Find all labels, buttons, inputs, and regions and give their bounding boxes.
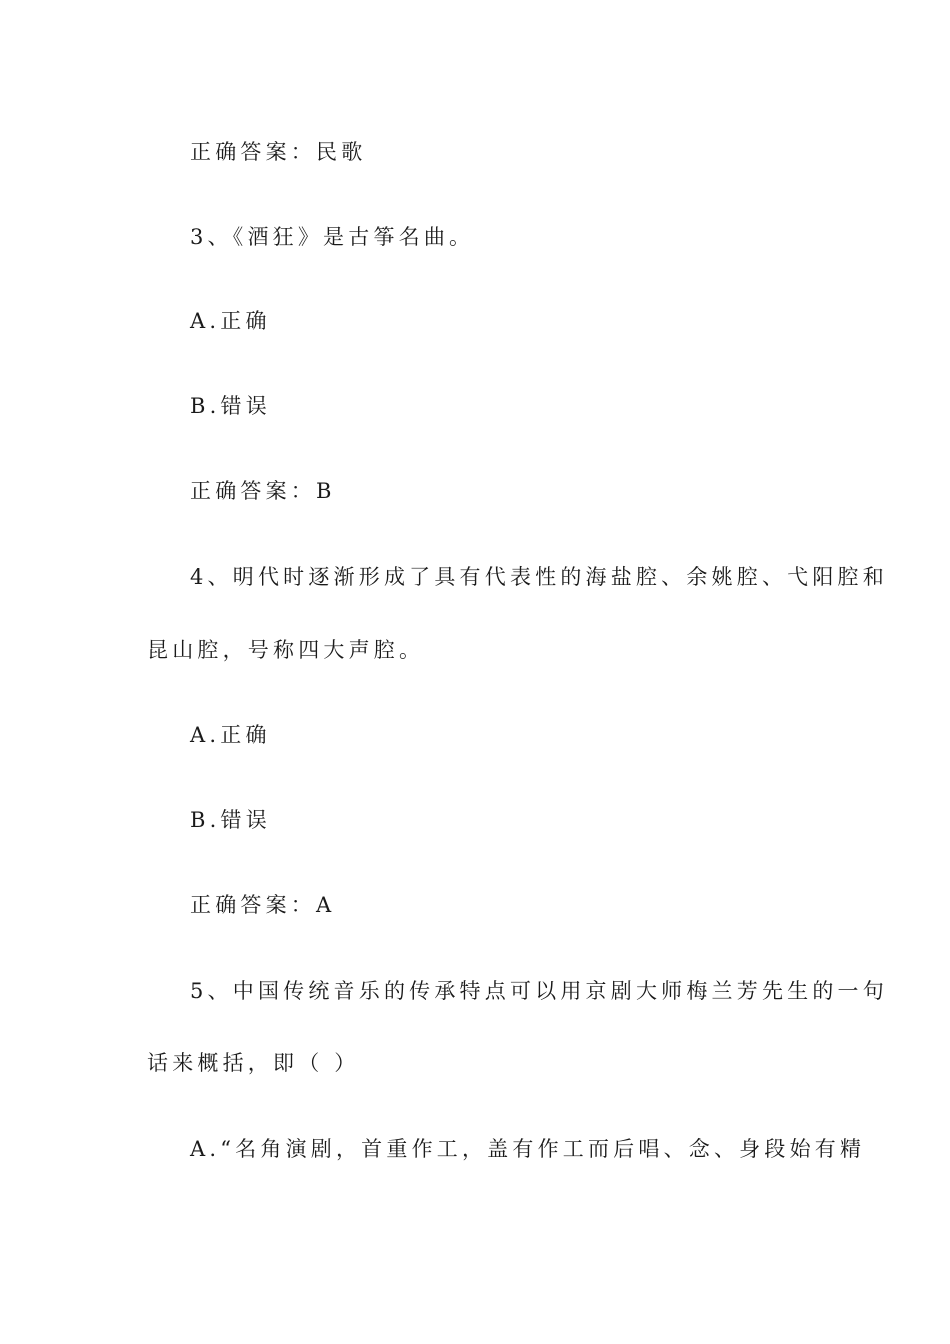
answer-line-q4: 正确答案：A: [190, 893, 336, 917]
option-b-q3: B.错误: [190, 394, 271, 418]
question-5-line-1: 5、中国传统音乐的传承特点可以用京剧大师梅兰芳先生的一句: [190, 979, 888, 1003]
question-4-line-2: 昆山腔，号称四大声腔。: [147, 638, 425, 662]
option-a-q3: A.正确: [190, 309, 271, 333]
option-a-q5: A.“名角演剧，首重作工，盖有作工而后唱、念、身段始有精: [190, 1137, 866, 1161]
question-5-line-2: 话来概括，即（ ）: [147, 1051, 360, 1075]
question-3: 3、《酒狂》是古筝名曲。: [190, 225, 475, 249]
question-4-line-1: 4、明代时逐渐形成了具有代表性的海盐腔、余姚腔、弋阳腔和: [190, 565, 888, 589]
option-a-q4: A.正确: [190, 723, 271, 747]
option-b-q4: B.错误: [190, 808, 271, 832]
answer-line-q3: 正确答案：B: [190, 479, 336, 503]
answer-line-q2: 正确答案：民歌: [190, 140, 367, 164]
